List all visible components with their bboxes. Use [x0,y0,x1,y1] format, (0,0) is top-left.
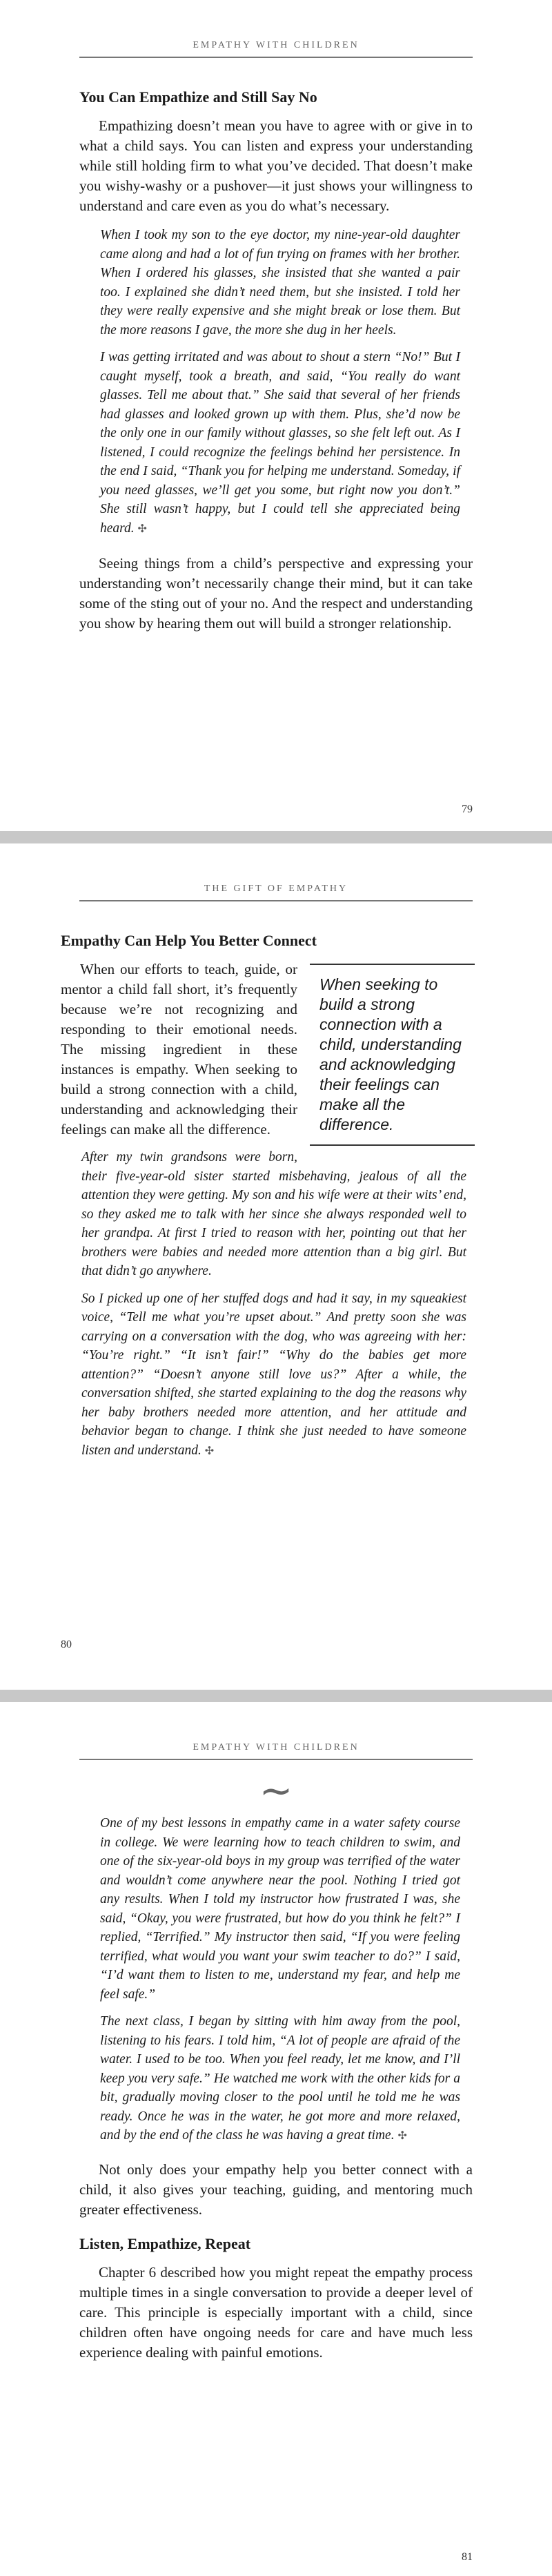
story-text: I was getting irritated and was about to shout a stern “No!” But I caught myself, took a breath, and said, “You really do want glasses. Tell me about that.” She said that several of her friends had glasses and looked grown up with them. Plus, she’d now be the only one in our family without glasses, so she felt left out. As I listened, I could recognize the feelings behind her persistence. In the end I said, “Thank you for helping me understand. Someday, if you need glasses, we’ll get you some, but right now you don’t.” She still wasn’t happy, but I could tell she appreciated being heard. [100,350,460,536]
story-text: So I picked up one of her stuffed dogs and had it say, in my squeakiest voice, “Tell me what you’re upset about.” And pretty soon she was carrying on a conversation with the dog, who was agreeing with her: “You’re right.” “It isn’t fair!” “Why do the babies get more attention?” “Doesn’t anyone still love us?” After a while, the conversation shifted, she started explaining to the dog the reasons why her baby brothers needed more attention, and her attitude and behavior began to change. I think she just needed to have someone listen and understand. [81,1291,466,1458]
story-block [81,1148,466,1461]
body-paragraph: Chapter 6 described how you might repeat the empathy process multiple times in a single conversation to provide a deeper level of care. This principle is especially important with a child, since children often have ongoing needs for care and have much less experience dealing with painful emotions. [79,2263,473,2361]
running-head-rule [79,900,473,901]
running-head: EMPATHY WITH CHILDREN [193,1742,359,1753]
end-mark-icon: ✣ [204,1445,215,1457]
story-paragraph [81,1289,466,1461]
story-paragraph: One of my best lessons in empathy came in a water safety course in college. We were learning how to teach children to swim, and one of the six-year-old boys in my group was terrified of the water and wouldn’t come anywhere near the pool. Nothing I tried got any results. When I told my instructor how frustrated I was, she said, “Okay, you were frustrated, but how do you think he felt?” I replied, “Terrified.” My instructor then said, “If you were feeling terrified, what would you want your swim teacher to do?” I said, “I’d want them to listen to me, understand my fear, and help me feel safe.” [100,1816,460,2002]
page-81 [0,1702,552,2576]
page-79-content [79,88,473,634]
story-text: The next class, I began by sitting with him away from the pool, listening to his fears. I told him, “A lot of people are afraid of the water. I used to be too. When you feel ready, let me know, and I’ll keep you very safe.” He watched me work with the other kids for a bit, gradually moving closer to the pool until he told me he was ready. Once he was in the water, he got more and more relaxed, and by the end of the class he was having a great time. [100,2014,460,2143]
body-paragraph: Empathizing doesn’t mean you have to agree with or give in to what a child says. You can listen and express your understanding while still holding firm to what you’ve decided. That doesn’t make you wishy-washy or a pushover—it just shows your willingness to understand and care even as you do what’s necessary. [79,117,473,214]
running-head-rule [79,57,473,58]
section-heading: Empathy Can Help You Better Connect [61,932,317,949]
pull-quote: When seeking to build a strong connection with a child, understanding and acknowledging their feelings can make all the difference. [310,964,475,1146]
end-mark-icon: ✣ [137,523,147,535]
page-79 [0,0,552,831]
page-number: 80 [61,1639,72,1650]
story-paragraph: When I took my son to the eye doctor, my nine-year-old daughter came along and had a lot of fun trying on frames with her brother. When I ordered his glasses, she insisted that she wanted a pair too. I explained she didn’t need them, but she insisted. I told her they were really expensive and she might break or lose them. But the more reasons I gave, the more she dug in her heels. [100,228,460,338]
page-81-content [79,1767,473,2363]
body-paragraph: Not only does your empathy help you better connect with a child, it also gives your teaching, guiding, and mentoring much greater effectiveness. [79,2160,473,2218]
story-block [100,1814,460,2146]
running-head: THE GIFT OF EMPATHY [204,884,348,894]
section-heading: Listen, Empathize, Repeat [79,2234,251,2252]
story-paragraph: After my twin grandsons were born, their five-year-old sister started misbehaving, jealous of all the attention they were getting. My son and his wife were at their wits’ end, so they asked me to talk with her since she always responded well to her grandpa. At first I tried to reason with her, pointing out that her brothers were babies and needed more attention than a big girl. But that didn’t go anywhere. [81,1150,466,1278]
page-80-content [61,932,475,1461]
story-paragraph [100,2012,460,2146]
wave-ornament-icon: ~ [259,1767,293,1814]
running-head-rule [79,1759,473,1760]
end-mark-icon: ✣ [397,2130,407,2142]
body-paragraph: Seeing things from a child’s perspective and expressing your understanding won’t necessarily change their mind, but it can take some of the sting out of your no. And the respect and understanding you show by hearing them out will build a stronger relationship. [79,555,473,632]
story-paragraph [100,348,460,538]
section-heading: You Can Empathize and Still Say No [79,88,317,106]
page-number: 79 [462,803,473,815]
story-block [100,226,460,538]
page-80 [0,843,552,1690]
page-number: 81 [462,2551,473,2563]
body-paragraph: When our efforts to teach, guide, or mentor a child fall short, it’s frequently because we’re not recognizing and responding to their emotional needs. The missing ingredient in these instances is empathy. When seeking to build a strong connection with a child, understanding and acknowledging their feelings can make all the difference. [61,961,297,1138]
running-head: EMPATHY WITH CHILDREN [193,40,359,50]
